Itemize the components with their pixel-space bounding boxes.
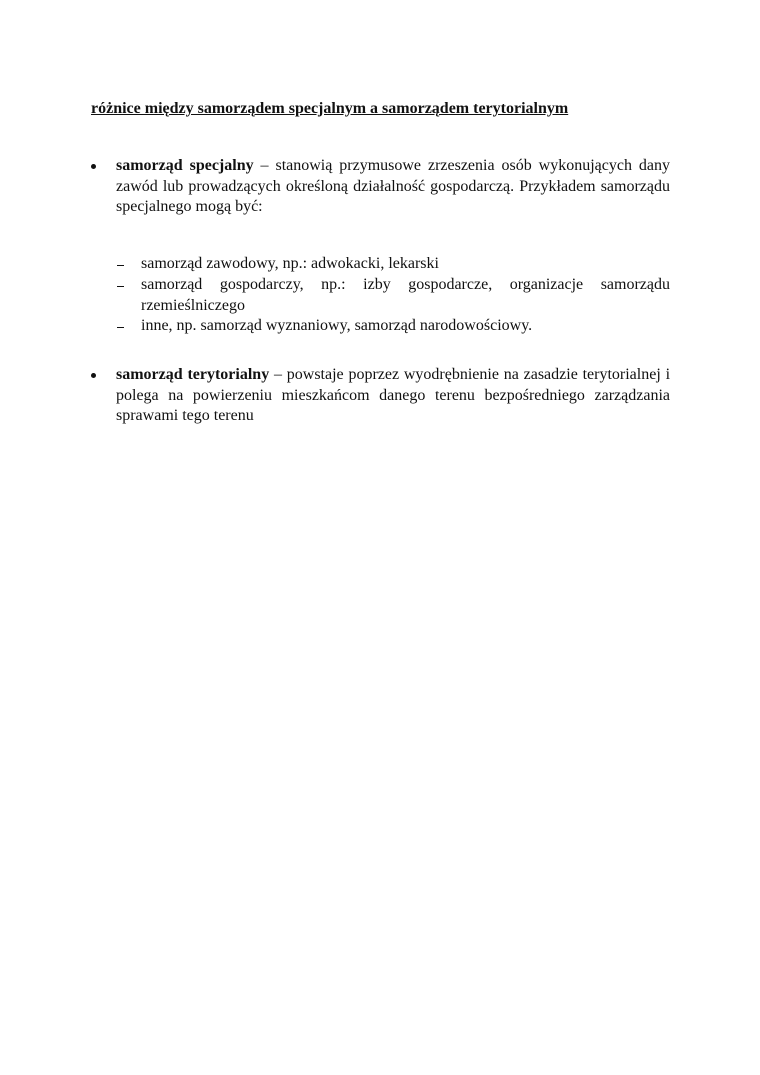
dash-icon [117,286,124,287]
list-item-text [116,156,670,218]
term-label: samorząd terytorialny [116,366,270,383]
term-description: – stanowią przymusowe zrzeszenia osób wykonujących dany zawód lub prowadzących określoną działalność gospodarczą. Przykładem samorządu specjalnego mogą być: [116,157,671,215]
bullet-icon [91,373,96,378]
sub-list-item [117,254,670,275]
sub-list-item-text: inne, np. samorząd wyznaniowy, samorząd narodowościowy. [141,317,533,334]
term-label: samorząd specjalny [116,157,254,174]
bullet-icon [91,164,96,169]
sub-list-item [117,316,670,337]
list-item-special-self-government [91,156,670,218]
list-item-text [116,365,670,427]
list-item-territorial-self-government [91,365,670,427]
sub-list-item-text: samorząd gospodarczy, np.: izby gospodarcze, organizacje samorządu rzemieślniczego [141,276,670,314]
dash-icon [117,265,124,266]
dash-icon [117,327,124,328]
sub-list-item-text: samorząd zawodowy, np.: adwokacki, lekarski [141,255,439,272]
term-description: – powstaje poprzez wyodrębnienie na zasadzie terytorialnej i polega na powierzeniu mieszkańcom danego terenu bezpośredniego zarządzania sprawami tego terenu [116,366,671,424]
document-title: różnice między samorządem specjalnym a samorządem terytorialnym [91,100,569,117]
sub-list-item [117,275,670,316]
